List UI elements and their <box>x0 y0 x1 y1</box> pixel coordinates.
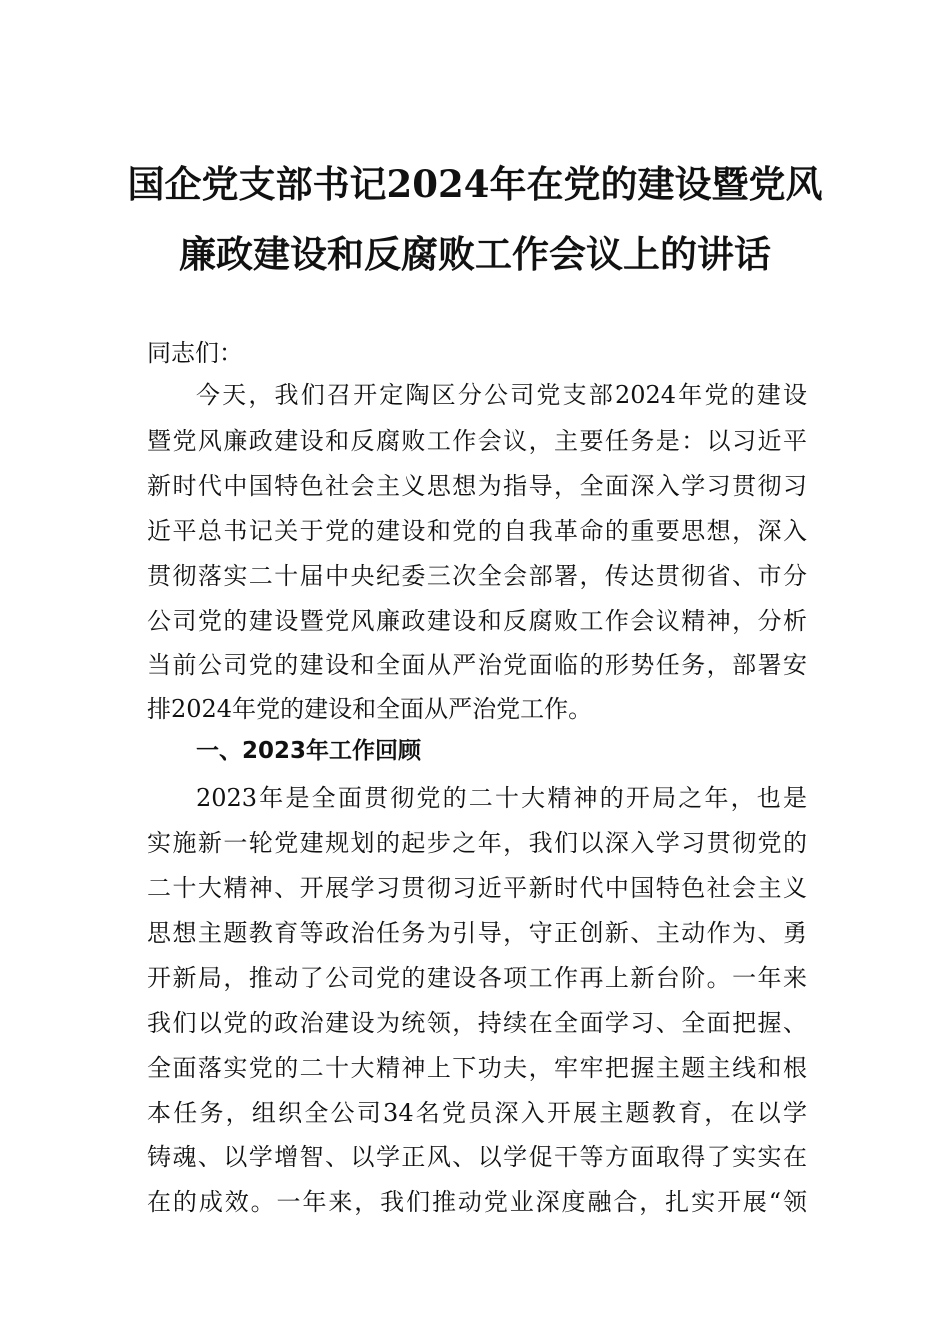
paragraph-1-line: 排2024年党的建设和全面从严治党工作。 <box>147 695 593 723</box>
paragraph-1-line: 当前公司党的建设和全面从严治党面临的形势任务，部署安 <box>147 651 807 679</box>
paragraph-2-line: 开新局，推动了公司党的建设各项工作再上新台阶。一年来 <box>147 964 807 992</box>
paragraph-2-line: 我们以党的政治建设为统领，持续在全面学习、全面把握、 <box>147 1009 807 1037</box>
paragraph-2-line: 实施新一轮党建规划的起步之年，我们以深入学习贯彻党的 <box>147 829 807 857</box>
section-heading: 一、2023年工作回顾 <box>196 738 422 764</box>
paragraph-2-line: 在的成效。一年来，我们推动党业深度融合，扎实开展“领 <box>147 1188 807 1216</box>
paragraph-1-line: 贯彻落实二十届中央纪委三次全会部署，传达贯彻省、市分 <box>147 562 807 590</box>
paragraph-2-line: 二十大精神、开展学习贯彻习近平新时代中国特色社会主义 <box>147 874 807 902</box>
paragraph-2-line: 2023年是全面贯彻党的二十大精神的开局之年，也是 <box>196 784 807 812</box>
paragraph-2-line: 全面落实党的二十大精神上下功夫，牢牢把握主题主线和根 <box>147 1054 807 1082</box>
paragraph-1-line: 近平总书记关于党的建设和党的自我革命的重要思想，深入 <box>147 517 807 545</box>
paragraph-1-line: 新时代中国特色社会主义思想为指导，全面深入学习贯彻习 <box>147 472 807 500</box>
document-title-line-2: 廉政建设和反腐败工作会议上的讲话 <box>179 232 771 276</box>
paragraph-1-line: 今天，我们召开定陶区分公司党支部2024年党的建设 <box>196 381 807 409</box>
paragraph-2-line: 铸魂、以学增智、以学正风、以学促干等方面取得了实实在 <box>147 1143 807 1171</box>
paragraph-2-line: 本任务，组织全公司34名党员深入开展主题教育，在以学 <box>147 1099 807 1127</box>
paragraph-2-line: 思想主题教育等政治任务为引导，守正创新、主动作为、勇 <box>147 919 807 947</box>
paragraph-1-line: 暨党风廉政建设和反腐败工作会议，主要任务是：以习近平 <box>147 427 807 455</box>
paragraph-1-line: 公司党的建设暨党风廉政建设和反腐败工作会议精神，分析 <box>147 607 807 635</box>
document-title-line-1: 国企党支部书记2024年在党的建设暨党风 <box>127 162 823 206</box>
salutation: 同志们： <box>147 339 243 367</box>
